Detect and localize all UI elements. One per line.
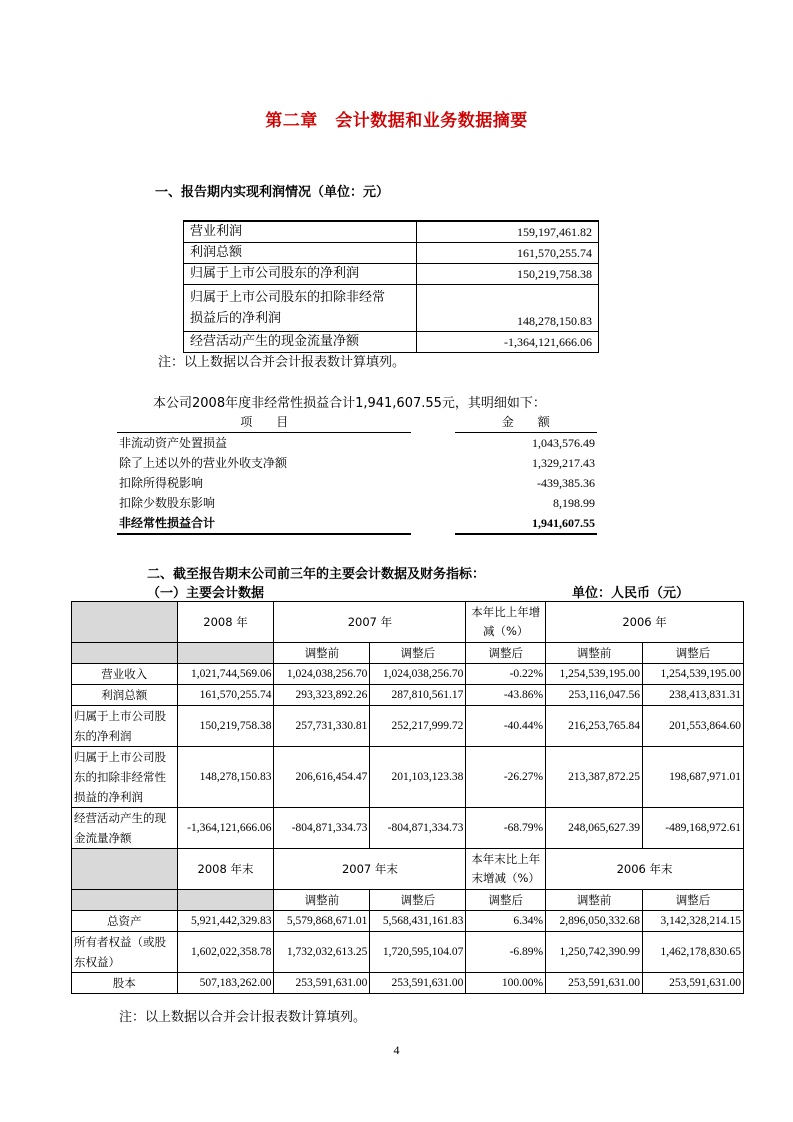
cell-2007-before: 257,731,330.81	[274, 706, 370, 747]
header-change-line1: 本年末比上年	[471, 852, 541, 866]
header-amount: 金 额	[455, 412, 597, 433]
table-subheader-row	[72, 643, 744, 664]
cell-2007-after: 201,103,123.38	[370, 747, 466, 808]
cell-change: 6.34%	[466, 911, 546, 932]
header-change	[466, 602, 546, 643]
cell-2007-before: 253,591,631.00	[274, 973, 370, 994]
row-value: 1,329,217.43	[532, 456, 595, 470]
total-value: 1,941,607.55	[455, 513, 597, 534]
table-row	[72, 747, 744, 808]
header-2008: 2008 年	[177, 602, 274, 643]
table-row	[72, 973, 744, 994]
cell-2006-after: 238,413,831.31	[643, 685, 744, 706]
cell-2008: -1,364,121,666.06	[177, 808, 274, 849]
table-row	[72, 664, 744, 685]
table-row	[72, 911, 744, 932]
page-number: 4	[393, 1043, 400, 1057]
cell-2007-before: -804,871,334.73	[274, 808, 370, 849]
header-change-end	[466, 849, 546, 890]
header-2006: 2006 年	[546, 602, 744, 643]
row-label: 股本	[72, 973, 178, 994]
table-header-row	[72, 849, 744, 890]
row-value: 150,219,758.38	[417, 264, 599, 285]
header-2007-end: 2007 年末	[274, 849, 466, 890]
cell-2008: 1,021,744,569.06	[177, 664, 274, 685]
cell-change: -0.22%	[466, 664, 546, 685]
cell-2006-after: 1,254,539,195.00	[643, 664, 744, 685]
cell-2007-after: -804,871,334.73	[370, 808, 466, 849]
table-row	[117, 433, 597, 454]
cell-2007-before: 293,323,892.26	[274, 685, 370, 706]
subheader-before: 调整前	[546, 890, 643, 911]
row-label-line3: 损益的净利润	[74, 790, 143, 804]
row-label: 扣除少数股东影响	[119, 496, 216, 510]
cell-2008: 161,570,255.74	[177, 685, 274, 706]
row-value: -1,364,121,666.06	[417, 332, 599, 353]
cell-2007-after: 1,720,595,104.07	[370, 932, 466, 973]
row-value: 1,043,576.49	[532, 436, 595, 450]
header-change-line2: 减（%）	[483, 624, 529, 638]
cell-2007-after: 252,217,999.72	[370, 706, 466, 747]
cell-2008: 5,921,442,329.83	[177, 911, 274, 932]
row-label-line1: 归属于上市公司股	[74, 709, 166, 723]
row-label-line2: 东权益）	[74, 955, 120, 969]
table-row	[117, 453, 597, 473]
section2-heading: 二、截至报告期末公司前三年的主要会计数据及财务指标：	[147, 567, 486, 582]
cell-change: 100.00%	[466, 973, 546, 994]
table-row	[184, 221, 599, 243]
subheader-before: 调整前	[274, 643, 370, 664]
row-label-line1: 归属于上市公司股	[74, 750, 166, 764]
section2-subheading: （一）主要会计数据	[147, 586, 265, 601]
cell-2006-after: 253,591,631.00	[643, 973, 744, 994]
row-label: 扣除所得税影响	[119, 476, 204, 490]
cell-2008: 148,278,150.83	[177, 747, 274, 808]
row-value: 159,197,461.82	[417, 221, 599, 243]
table-row	[184, 285, 599, 332]
table-subheader-row	[72, 890, 744, 911]
row-label-line1: 所有者权益（或股	[74, 935, 166, 949]
cell-2006-before: 1,250,742,390.99	[546, 932, 643, 973]
row-label: 营业收入	[72, 664, 178, 685]
row-label-line2: 东的扣除非经常性	[74, 770, 166, 784]
nonrecurring-intro: 本公司2008年度非经常性损益合计1,941,607.55元，其明细如下：	[153, 396, 546, 411]
row-label	[72, 932, 178, 973]
total-label: 非经常性损益合计	[117, 513, 411, 534]
table-header-row	[117, 412, 597, 433]
row-value: 8,198.99	[553, 496, 595, 510]
table-row	[72, 808, 744, 849]
row-label	[184, 285, 417, 332]
row-label-line1: 经营活动产生的现	[74, 811, 166, 825]
table-row	[72, 706, 744, 747]
cell-2006-after: 1,462,178,830.65	[643, 932, 744, 973]
cell-change: -40.44%	[466, 706, 546, 747]
chapter-title: 第二章 会计数据和业务数据摘要	[265, 111, 528, 131]
table-row	[72, 685, 744, 706]
cell-2007-after: 253,591,631.00	[370, 973, 466, 994]
cell-change: -6.89%	[466, 932, 546, 973]
section1-note: 注：以上数据以合并会计报表数计算填列。	[158, 355, 406, 370]
subheader-after: 调整后	[466, 890, 546, 911]
row-label	[72, 706, 178, 747]
header-2008-end: 2008 年末	[177, 849, 274, 890]
row-label: 总资产	[72, 911, 178, 932]
subheader-after: 调整后	[643, 643, 744, 664]
cell-change: -43.86%	[466, 685, 546, 706]
table-row	[184, 332, 599, 353]
cell-change: -68.79%	[466, 808, 546, 849]
table-row	[72, 932, 744, 973]
row-label: 营业利润	[184, 221, 417, 243]
cell-2006-before: 213,387,872.25	[546, 747, 643, 808]
section2-note: 注：以上数据以合并会计报表数计算填列。	[119, 1010, 367, 1025]
profit-table	[183, 220, 599, 353]
cell-2006-after: 201,553,864.60	[643, 706, 744, 747]
table-row	[117, 473, 597, 493]
cell-2007-before: 1,732,032,613.25	[274, 932, 370, 973]
row-label: 非流动资产处置损益	[119, 436, 228, 450]
nonrecurring-table	[117, 412, 597, 535]
row-label-line2: 金流量净额	[74, 831, 132, 845]
cell-2006-before: 1,254,539,195.00	[546, 664, 643, 685]
header-2006-end: 2006 年末	[546, 849, 744, 890]
row-label-line2: 损益后的净利润	[190, 311, 282, 326]
section1-heading: 一、报告期内实现利润情况（单位：元）	[155, 185, 390, 200]
cell-2007-after: 287,810,561.17	[370, 685, 466, 706]
subheader-after: 调整后	[370, 643, 466, 664]
cell-2007-before: 206,616,454.47	[274, 747, 370, 808]
subheader-after: 调整后	[370, 890, 466, 911]
table-row	[184, 264, 599, 285]
row-label-line1: 归属于上市公司股东的扣除非经常	[190, 290, 386, 305]
header-change-line2: 末增减（%）	[471, 871, 540, 885]
cell-2008: 1,602,022,358.78	[177, 932, 274, 973]
row-label: 除了上述以外的营业外收支净额	[119, 456, 288, 470]
cell-2008: 507,183,262.00	[177, 973, 274, 994]
row-label: 经营活动产生的现金流量净额	[184, 332, 417, 353]
row-label	[72, 747, 178, 808]
cell-2006-after: -489,168,972.61	[643, 808, 744, 849]
row-label: 归属于上市公司股东的净利润	[184, 264, 417, 285]
row-label: 利润总额	[72, 685, 178, 706]
table-row	[184, 243, 599, 264]
cell-2006-after: 3,142,328,214.15	[643, 911, 744, 932]
cell-2006-before: 253,116,047.56	[546, 685, 643, 706]
cell-2006-before: 2,896,050,332.68	[546, 911, 643, 932]
cell-2006-after: 198,687,971.01	[643, 747, 744, 808]
cell-2006-before: 253,591,631.00	[546, 973, 643, 994]
table-row	[117, 493, 597, 513]
row-value: 161,570,255.74	[417, 243, 599, 264]
cell-2008: 150,219,758.38	[177, 706, 274, 747]
cell-2007-after: 1,024,038,256.70	[370, 664, 466, 685]
cell-2007-before: 1,024,038,256.70	[274, 664, 370, 685]
subheader-after: 调整后	[643, 890, 744, 911]
row-label: 利润总额	[184, 243, 417, 264]
cell-2007-after: 5,568,431,161.83	[370, 911, 466, 932]
header-change-line1: 本年比上年增	[471, 605, 541, 619]
header-item: 项 目	[117, 412, 411, 433]
unit-label: 单位：人民币（元）	[572, 586, 690, 601]
cell-2006-before: 216,253,765.84	[546, 706, 643, 747]
table-total-row	[117, 513, 597, 534]
cell-2006-before: 248,065,627.39	[546, 808, 643, 849]
cell-change: -26.27%	[466, 747, 546, 808]
row-value: 148,278,150.83	[417, 285, 599, 332]
header-2007: 2007 年	[274, 602, 466, 643]
row-value: -439,385.36	[537, 476, 595, 490]
subheader-before: 调整前	[274, 890, 370, 911]
row-label-line2: 东的净利润	[74, 729, 132, 743]
main-accounting-table	[71, 601, 744, 994]
cell-2007-before: 5,579,868,671.01	[274, 911, 370, 932]
subheader-after: 调整后	[466, 643, 546, 664]
row-label	[72, 808, 178, 849]
subheader-before: 调整前	[546, 643, 643, 664]
